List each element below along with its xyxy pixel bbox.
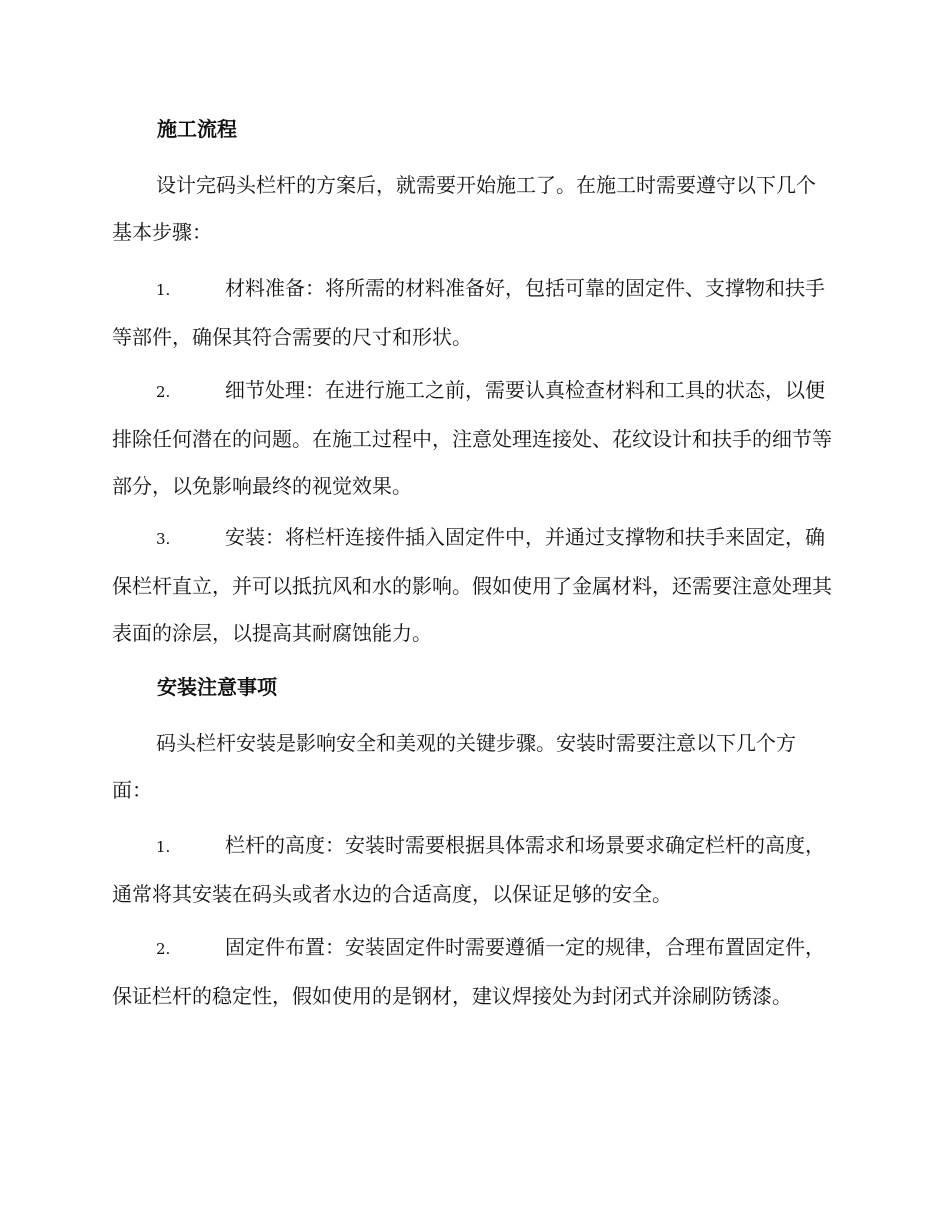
- list-item-text: 固定件布置：安装固定件时需要遵循一定的规律，合理布置固定件，保证栏杆的稳定性，假如使用的是钢材，建议焊接处为封闭式并涂刷防锈漆。: [112, 935, 825, 1008]
- list-item: [112, 265, 832, 361]
- list-item-number: 2.: [156, 940, 171, 958]
- list-item-text: 材料准备：将所需的材料准备好，包括可靠的固定件、支撑物和扶手等部件，确保其符合需要的尺寸和形状。: [112, 276, 825, 349]
- list-item-number: 2.: [156, 383, 171, 401]
- list-item: [112, 514, 832, 657]
- list-item: [112, 822, 832, 918]
- list-item: [112, 924, 832, 1020]
- list-item-text: 栏杆的高度：安装时需要根据具体需求和场景要求确定栏杆的高度，通常将其安装在码头或者水边的合适高度，以保证足够的安全。: [112, 833, 825, 906]
- list-item-number: 3.: [156, 530, 171, 548]
- list-item-number: 1.: [156, 838, 171, 856]
- section-intro: 码头栏杆安装是影响安全和美观的关键步骤。安装时需要注意以下几个方面：: [112, 731, 796, 802]
- list-item-text: 安装：将栏杆连接件插入固定件中，并通过支撑物和扶手来固定，确保栏杆直立，并可以抵抗风和水的影响。假如使用了金属材料，还需要注意处理其表面的涂层，以提高其耐腐蚀能力。: [112, 525, 832, 645]
- section-intro: 设计完码头栏杆的方案后，就需要开始施工了。在施工时需要遵守以下几个基本步骤：: [112, 173, 816, 244]
- list-item-number: 1.: [156, 281, 171, 299]
- section-heading: 安装注意事项: [157, 675, 277, 699]
- list-item-text: 细节处理：在进行施工之前，需要认真检查材料和工具的状态，以便排除任何潜在的问题。在施工过程中，注意处理连接处、花纹设计和扶手的细节等部分，以免影响最终的视觉效果。: [112, 378, 832, 498]
- section-heading: 施工流程: [157, 117, 237, 141]
- list-item: [112, 367, 832, 510]
